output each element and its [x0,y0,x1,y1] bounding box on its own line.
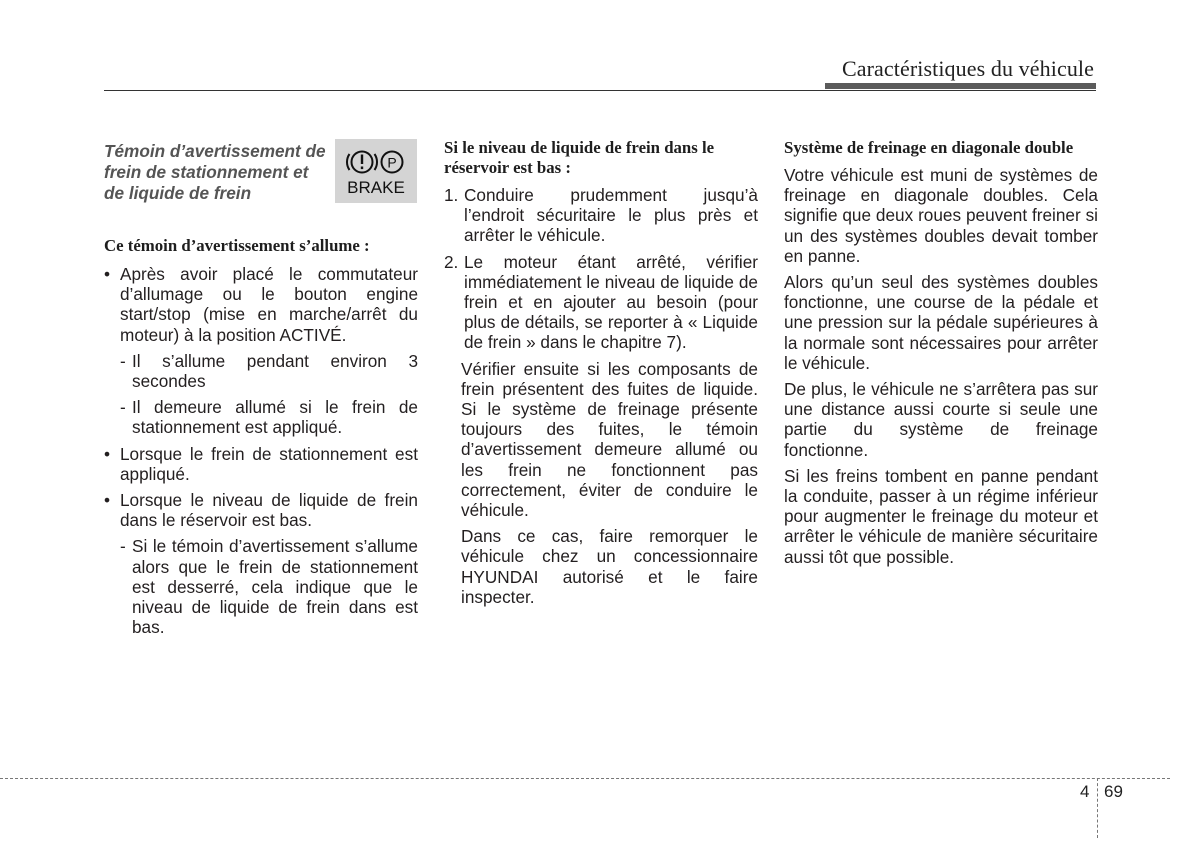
column-3 [784,138,1098,573]
paragraph: Votre véhicule est muni de systèmes de freinage en diagonale doubles. Cela signifie que deux roues peuvent freiner si un des systèmes doubles devait tomber en panne. [784,165,1098,266]
list-subitem: - Si le témoin d’avertissement s’allume alors que le frein de stationnement est desserré, cela indique que le niveau de liquide de frein dans est bas. [120,536,418,638]
paragraph: Alors qu’un seul des systèmes doubles fonctionne, une course de la pédale et une pression sur la pédale supérieures à la normale sont nécessaires pour arrêter le véhicule. [784,272,1098,373]
brake-icon-label: BRAKE [347,178,405,197]
list-subitem: - Il demeure allumé si le frein de stationnement est appliqué. [120,397,418,438]
page-header-title: Caractéristiques du véhicule [841,56,1094,81]
list-item: • Lorsque le frein de stationnement est appliqué. [104,443,418,484]
column-2 [444,138,758,613]
list-item: • Après avoir placé le commutateur d’allumage ou le bouton engine start/stop (mise en marche/arrêt du moteur) à la position ACTIVÉ. [104,264,418,345]
paragraph: Si les freins tombent en panne pendant la conduite, passer à un régime inférieur pour augmenter le freinage du moteur et arrêter le véhicule de manière sécuritaire aussi tôt que possible. [784,465,1098,567]
subheading: Ce témoin d’avertissement s’allume : [104,236,370,255]
svg-text:P: P [387,154,397,171]
chapter-number: 4 [1080,782,1090,801]
paragraph: De plus, le véhicule ne s’arrêtera pas sur une distance aussi courte si seule une partie du système de freinage fonctionne. [784,379,1098,460]
step-item: 1. Conduire prudemment jusqu’à l’endroit sécuritaire le plus près et arrêter le véhicule. [444,185,758,246]
section-heading: Système de freinage en diagonale double [784,138,1074,157]
header-rule-thick [825,83,1096,89]
paragraph: Dans ce cas, faire remorquer le véhicule chez un concessionnaire HYUNDAI autorisé et le faire inspecter. [461,526,758,607]
brake-warning-icon [335,139,417,203]
footer-rule [0,778,1170,779]
paragraph: Vérifier ensuite si les composants de frein présentent des fuites de liquide. Si le système de freinage présente toujours des fuites, le témoin d’avertissement demeure allumé ou les frein ne fonctionnent pas correctement, éviter de conduire le véhicule. [461,358,758,521]
list-subitem: - Il s’allume pendant environ 3 secondes [120,350,418,392]
footer-divider [1097,778,1098,838]
section-heading: Si le niveau de liquide de frein dans le réservoir est bas : [444,138,715,177]
column-1 [104,138,418,643]
warning-title: Témoin d’avertissement de frein de stationnement et de liquide de frein [104,141,326,203]
step-item: 2. Le moteur étant arrêté, vérifier immédiatement le niveau de liquide de frein et en ajouter au besoin (pour plus de détails, se reporter à « Liquide de frein » dans le chapitre 7). [444,251,758,353]
header-rule [104,90,1096,91]
list-item: • Lorsque le niveau de liquide de frein dans le réservoir est bas. [104,490,418,531]
page-number: 69 [1104,782,1123,801]
